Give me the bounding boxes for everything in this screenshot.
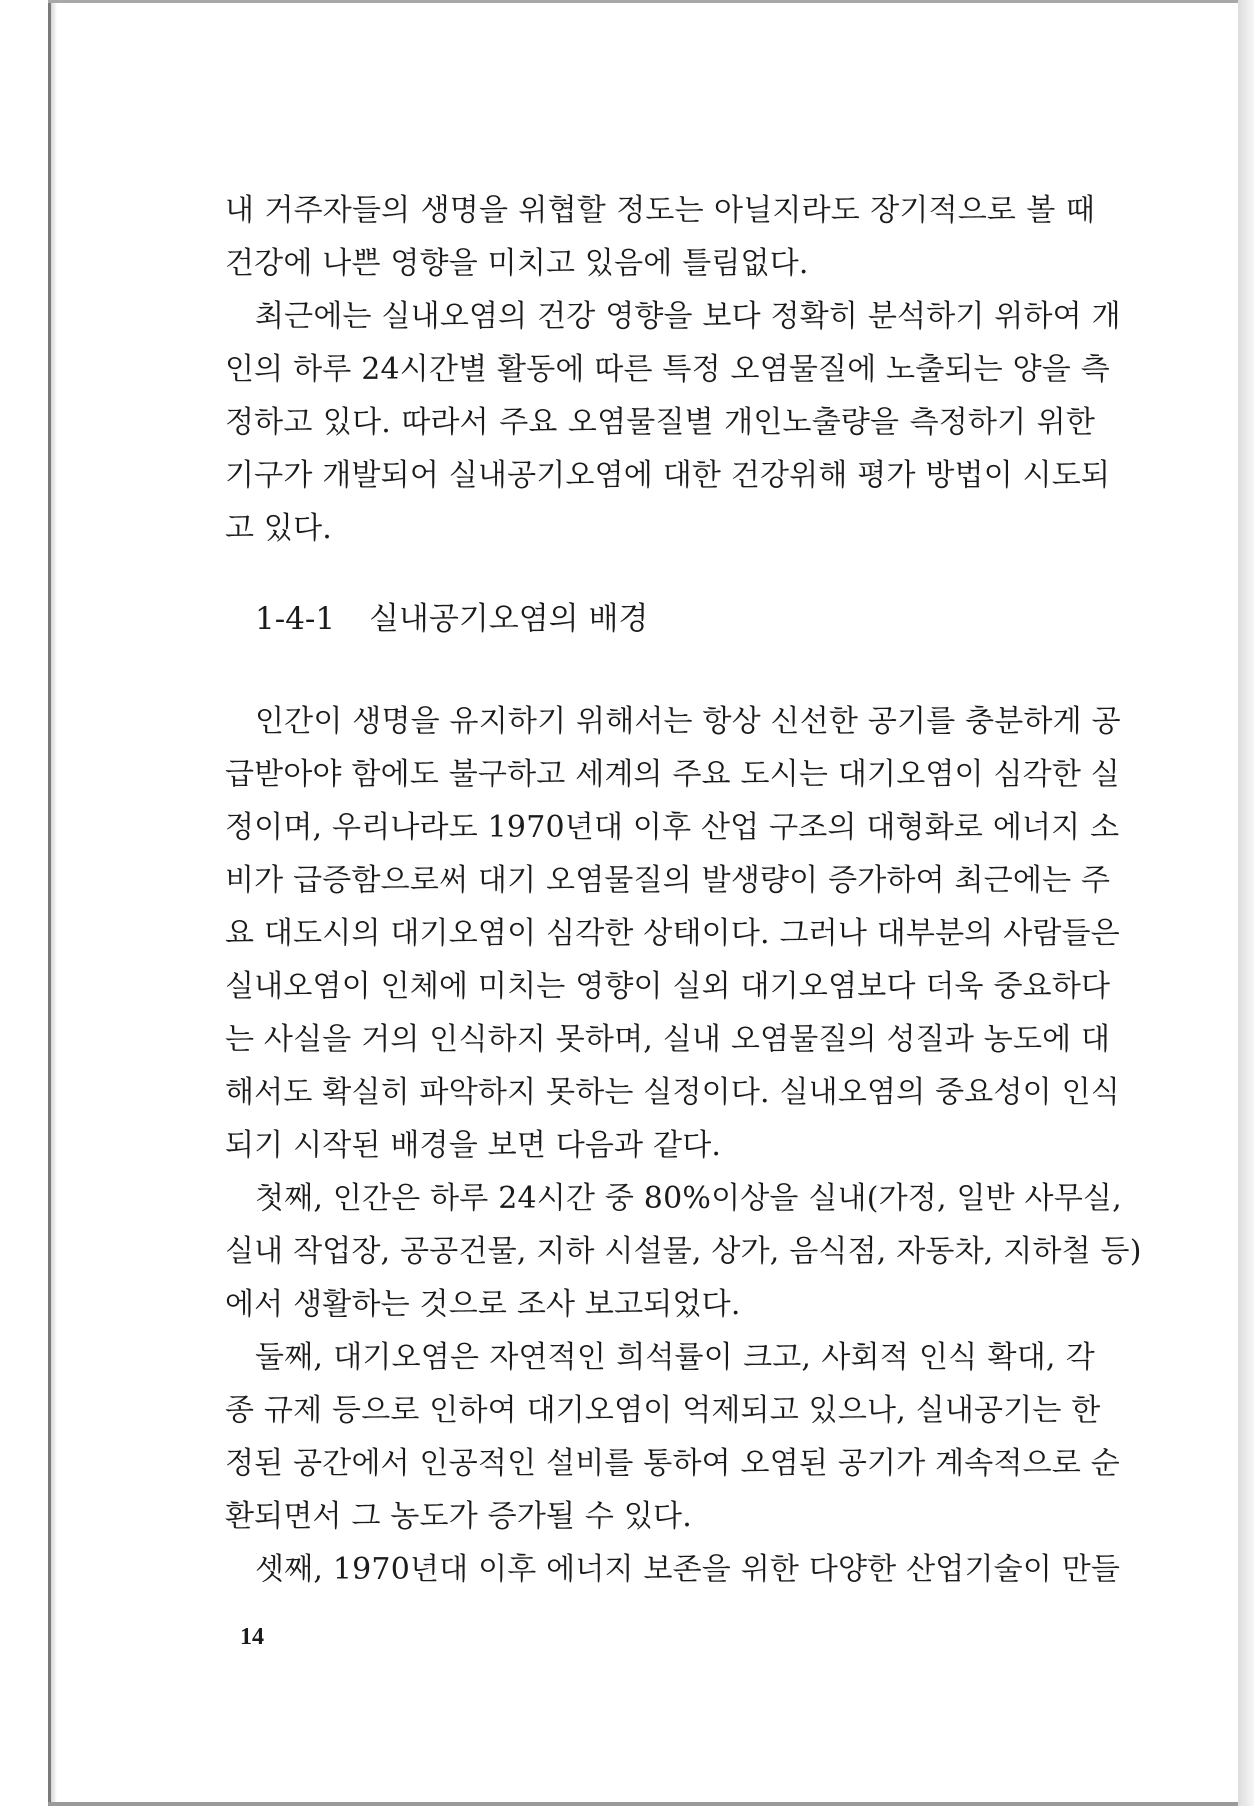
text-line: 인간이 생명을 유지하기 위해서는 항상 신선한 공기를 충분하게 공 [255, 704, 1121, 739]
page-bottom-edge [48, 1802, 1238, 1806]
text-line: 둘째, 대기오염은 자연적인 희석률이 크고, 사회적 인식 확대, 각 [255, 1340, 1095, 1375]
text-line: 에서 생활하는 것으로 조사 보고되었다. [225, 1287, 741, 1322]
text-line: 내 거주자들의 생명을 위협할 정도는 아닐지라도 장기적으로 볼 때 [225, 193, 1095, 228]
text-line: 셋째, 1970년대 이후 에너지 보존을 위한 다양한 산업기술이 만들 [255, 1552, 1121, 1587]
section-heading [255, 594, 648, 644]
body-text-top [225, 184, 1121, 555]
text-line: 실내 작업장, 공공건물, 지하 시설물, 상가, 음식점, 자동차, 지하철 등) [225, 1234, 1142, 1269]
text-line: 실내오염이 인체에 미치는 영향이 실외 대기오염보다 더욱 중요하다 [225, 969, 1111, 1004]
section-number: 1-4-1 [255, 601, 336, 637]
text-line: 정하고 있다. 따라서 주요 오염물질별 개인노출량을 측정하기 위한 [225, 405, 1095, 440]
text-line: 급받아야 함에도 불구하고 세계의 주요 도시는 대기오염이 심각한 실 [225, 757, 1120, 792]
text-line: 인의 하루 24시간별 활동에 따른 특정 오염물질에 노출되는 양을 측 [225, 352, 1110, 387]
text-line: 환되면서 그 농도가 증가될 수 있다. [225, 1499, 692, 1534]
text-line: 비가 급증함으로써 대기 오염물질의 발생량이 증가하여 최근에는 주 [225, 863, 1111, 898]
body-text-bottom [225, 695, 1142, 1596]
text-line: 고 있다. [225, 511, 333, 546]
text-line: 되기 시작된 배경을 보면 다음과 같다. [225, 1128, 722, 1163]
text-line: 기구가 개발되어 실내공기오염에 대한 건강위해 평가 방법이 시도되 [225, 458, 1111, 493]
text-line: 정이며, 우리나라도 1970년대 이후 산업 구조의 대형화로 에너지 소 [225, 810, 1120, 845]
text-line: 최근에는 실내오염의 건강 영향을 보다 정확히 분석하기 위하여 개 [255, 299, 1121, 334]
page-top-edge [48, 0, 1238, 3]
text-line: 건강에 나쁜 영향을 미치고 있음에 틀림없다. [225, 246, 809, 281]
section-title: 실내공기오염의 배경 [368, 601, 649, 637]
text-line: 첫째, 인간은 하루 24시간 중 80%이상을 실내(가정, 일반 사무실, [255, 1181, 1122, 1216]
text-line: 종 규제 등으로 인하여 대기오염이 억제되고 있으나, 실내공기는 한 [225, 1393, 1101, 1428]
text-line: 는 사실을 거의 인식하지 못하며, 실내 오염물질의 성질과 농도에 대 [225, 1022, 1111, 1057]
text-line: 정된 공간에서 인공적인 설비를 통하여 오염된 공기가 계속적으로 순 [225, 1446, 1120, 1481]
page-number: 14 [240, 1624, 264, 1650]
page-right-edge [1238, 0, 1254, 1806]
page-left-shadow [51, 0, 57, 1806]
text-line: 해서도 확실히 파악하지 못하는 실정이다. 실내오염의 중요성이 인식 [225, 1075, 1120, 1110]
text-line: 요 대도시의 대기오염이 심각한 상태이다. 그러나 대부분의 사람들은 [225, 916, 1120, 951]
